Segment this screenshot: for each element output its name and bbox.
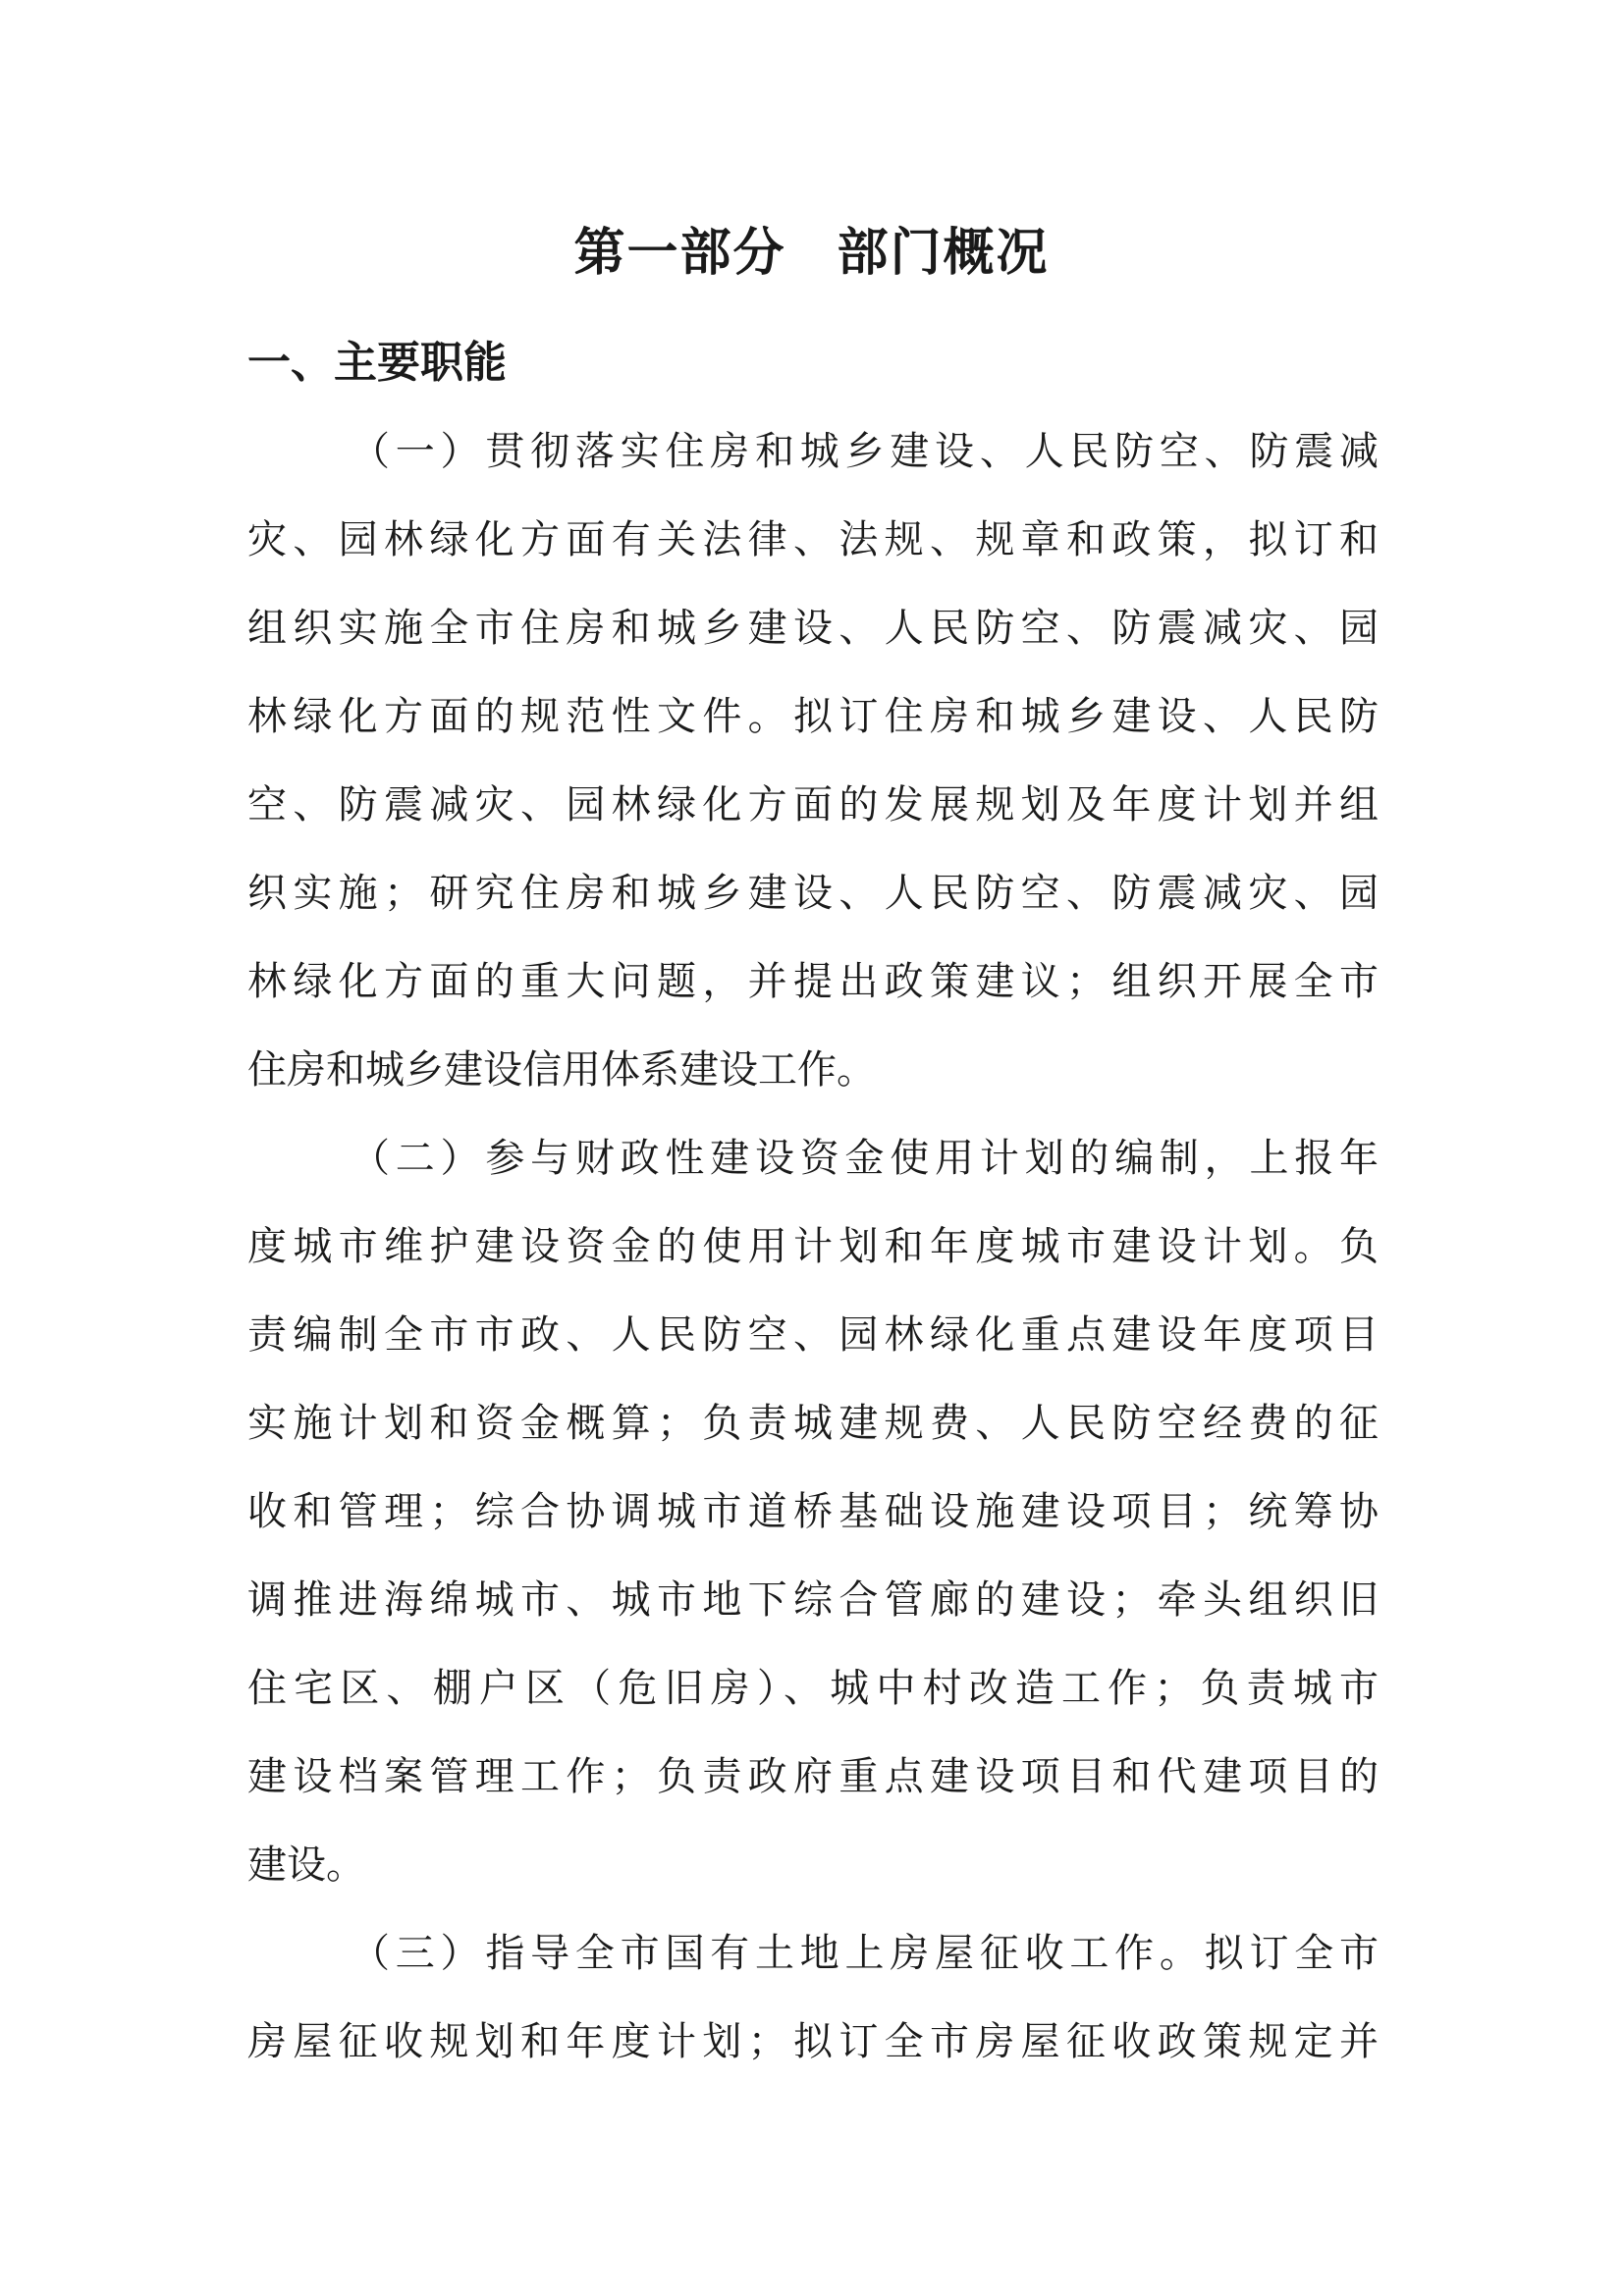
paragraph-line: 空、防震减灾、园林绿化方面的发展规划及年度计划并组 [247, 782, 1379, 828]
paragraph-line: 责编制全市市政、人民防空、园林绿化重点建设年度项目 [247, 1312, 1379, 1358]
paragraph-line: （三）指导全市国有土地上房屋征收工作。拟订全市 [351, 1931, 1379, 1976]
paragraph-line: 林绿化方面的规范性文件。拟订住房和城乡建设、人民防 [247, 694, 1379, 739]
document-body [247, 407, 1379, 2086]
paragraph-line: 灾、园林绿化方面有关法律、法规、规章和政策，拟订和 [247, 517, 1379, 562]
paragraph-line: 建设。 [247, 1842, 365, 1888]
paragraph-1 [247, 407, 1379, 1114]
title-part: 第一部分 [573, 223, 786, 283]
paragraph-line: 调推进海绵城市、城市地下综合管廊的建设；牵头组织旧 [247, 1577, 1379, 1623]
title-name: 部门概况 [837, 223, 1050, 283]
paragraph-line: 收和管理；综合协调城市道桥基础设施建设项目；统筹协 [247, 1489, 1379, 1534]
paragraph-line: 房屋征收规划和年度计划；拟订全市房屋征收政策规定并 [247, 2019, 1379, 2064]
paragraph-line: （一）贯彻落实住房和城乡建设、人民防空、防震减 [351, 429, 1379, 474]
section-heading: 一、主要职能 [247, 338, 507, 388]
paragraph-line: 实施计划和资金概算；负责城建规费、人民防空经费的征 [247, 1401, 1379, 1446]
paragraph-line: 住房和城乡建设信用体系建设工作。 [247, 1047, 876, 1093]
paragraph-line: 度城市维护建设资金的使用计划和年度城市建设计划。负 [247, 1224, 1379, 1269]
paragraph-line: 织实施；研究住房和城乡建设、人民防空、防震减灾、园 [247, 871, 1379, 916]
paragraph-2 [247, 1114, 1379, 1909]
page-title [0, 214, 1623, 293]
paragraph-line: （二）参与财政性建设资金使用计划的编制，上报年 [351, 1136, 1379, 1181]
paragraph-line: 林绿化方面的重大问题，并提出政策建议；组织开展全市 [247, 959, 1379, 1004]
paragraph-3 [247, 1909, 1379, 2086]
paragraph-line: 组织实施全市住房和城乡建设、人民防空、防震减灾、园 [247, 606, 1379, 651]
paragraph-line: 建设档案管理工作；负责政府重点建设项目和代建项目的 [247, 1754, 1379, 1799]
paragraph-line: 住宅区、棚户区（危旧房）、城中村改造工作；负责城市 [247, 1666, 1379, 1711]
